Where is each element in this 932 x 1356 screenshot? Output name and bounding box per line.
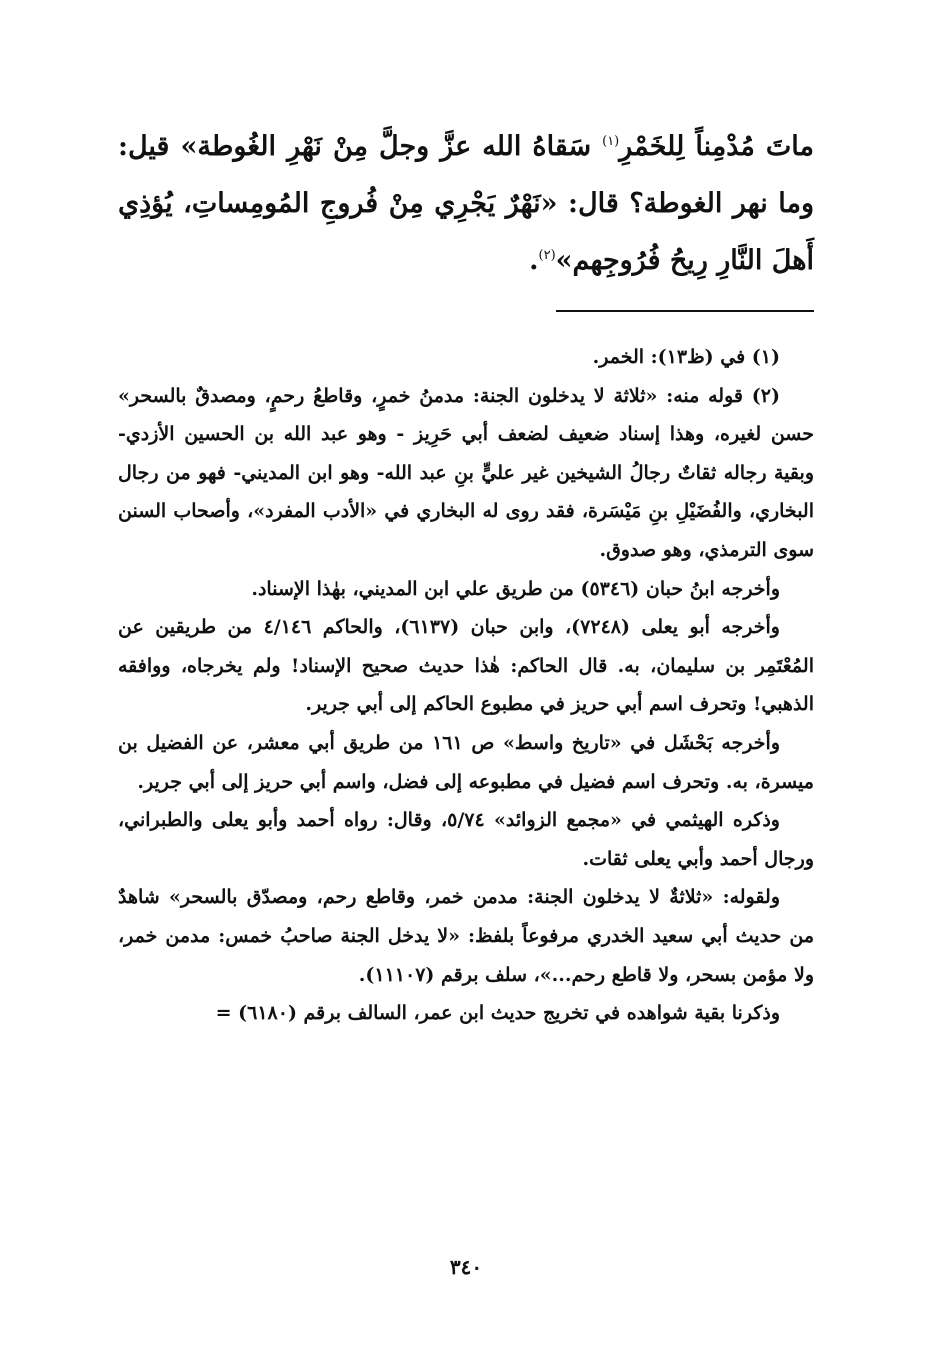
- hadith-text-part-1: ماتَ مُدْمِناً لِلخَمْرِ: [619, 131, 814, 162]
- footnote-paragraph: ولقوله: «ثلاثةٌ لا يدخلون الجنة: مدمن خمر، وقاطع رحم، ومصدّق بالسحر» شاهدٌ من حديث أبي سعيد الخدري مرفوعاً بلفظ: «لا يدخل الجنة صاحبُ خمس: مدمن خمر، ولا مؤمن بسحر، ولا قاطع رحم...»، سلف برقم (١١١٠٧).: [118, 886, 814, 986]
- footnote-paragraph: وذكرنا بقية شواهده في تخريج حديث ابن عمر، السالف برقم (٦١٨٠) =: [215, 1002, 780, 1025]
- main-text: [118, 118, 814, 289]
- footnotes-section: [118, 338, 814, 1033]
- footnote-paragraph: وأخرجه بَحْشَل في «تاريخ واسط» ص ١٦١ من طريق أبي معشر، عن الفضيل بن ميسرة، به. وتحرف اسم فضيل في مطبوعه إلى فضل، واسم أبي حريز إلى أبي جرير.: [118, 731, 814, 793]
- footnote-1: (١) في (ظ١٣): الخمر.: [592, 346, 780, 368]
- footnote-ref-1: (١): [602, 134, 620, 149]
- hadith-text-part-2: سَقاهُ الله عزَّ وجلَّ مِنْ نَهْرِ الغُوطة» قيل: وما نهر الغوطة؟ قال: «نَهْرٌ يَجْرِي مِنْ فُروجِ المُومِساتِ، يُؤذِي أَهلَ النَّارِ رِيحُ فُرُوجِهم»: [118, 131, 814, 276]
- footnote-separator: [556, 310, 814, 312]
- footnote-ref-2: (٢): [538, 248, 556, 263]
- footnote-paragraph: وأخرجه ابنُ حبان (٥٣٤٦) من طريق علي ابن المديني، بهٰذا الإسناد.: [251, 577, 780, 600]
- footnote-paragraph: وذكره الهيثمي في «مجمع الزوائد» ٥/٧٤، وقال: رواه أحمد وأبو يعلى والطبراني، ورجال أحمد وأبي يعلى ثقات.: [118, 809, 814, 870]
- hadith-paragraph: [118, 118, 814, 289]
- footnote-2: (٢) قوله منه: «ثلاثة لا يدخلون الجنة: مدمنُ خمرٍ، وقاطعُ رحمٍ، ومصدقٌ بالسحر» حسن لغيره، وهذا إسناد ضعيف لضعف أبي حَرِيز - وهو عبد الله بن الحسين الأزدي- وبقية رجاله ثقاتٌ رجالُ الشيخين غير عليٍّ بنِ عبد الله- وهو ابن المديني- فهو من رجال البخاري، والفُضَيْلِ بنِ مَيْسَرة، فقد روى له البخاري في «الأدب المفرد»، وأصحاب السنن سوى الترمذي، وهو صدوق.: [118, 384, 814, 561]
- hadith-text-part-3: .: [529, 245, 539, 276]
- page-number: ٣٤٠: [449, 1255, 483, 1279]
- footnote-paragraph: وأخرجه أبو يعلى (٧٢٤٨)، وابن حبان (٦١٣٧)، والحاكم ٤/١٤٦ من طريقين عن المُعْتَمِر بن سليمان، به. قال الحاكم: هٰذا حديث صحيح الإسناد! ولم يخرجاه، ووافقه الذهبي! وتحرف اسم أبي حريز في مطبوع الحاكم إلى أبي جرير.: [118, 616, 814, 716]
